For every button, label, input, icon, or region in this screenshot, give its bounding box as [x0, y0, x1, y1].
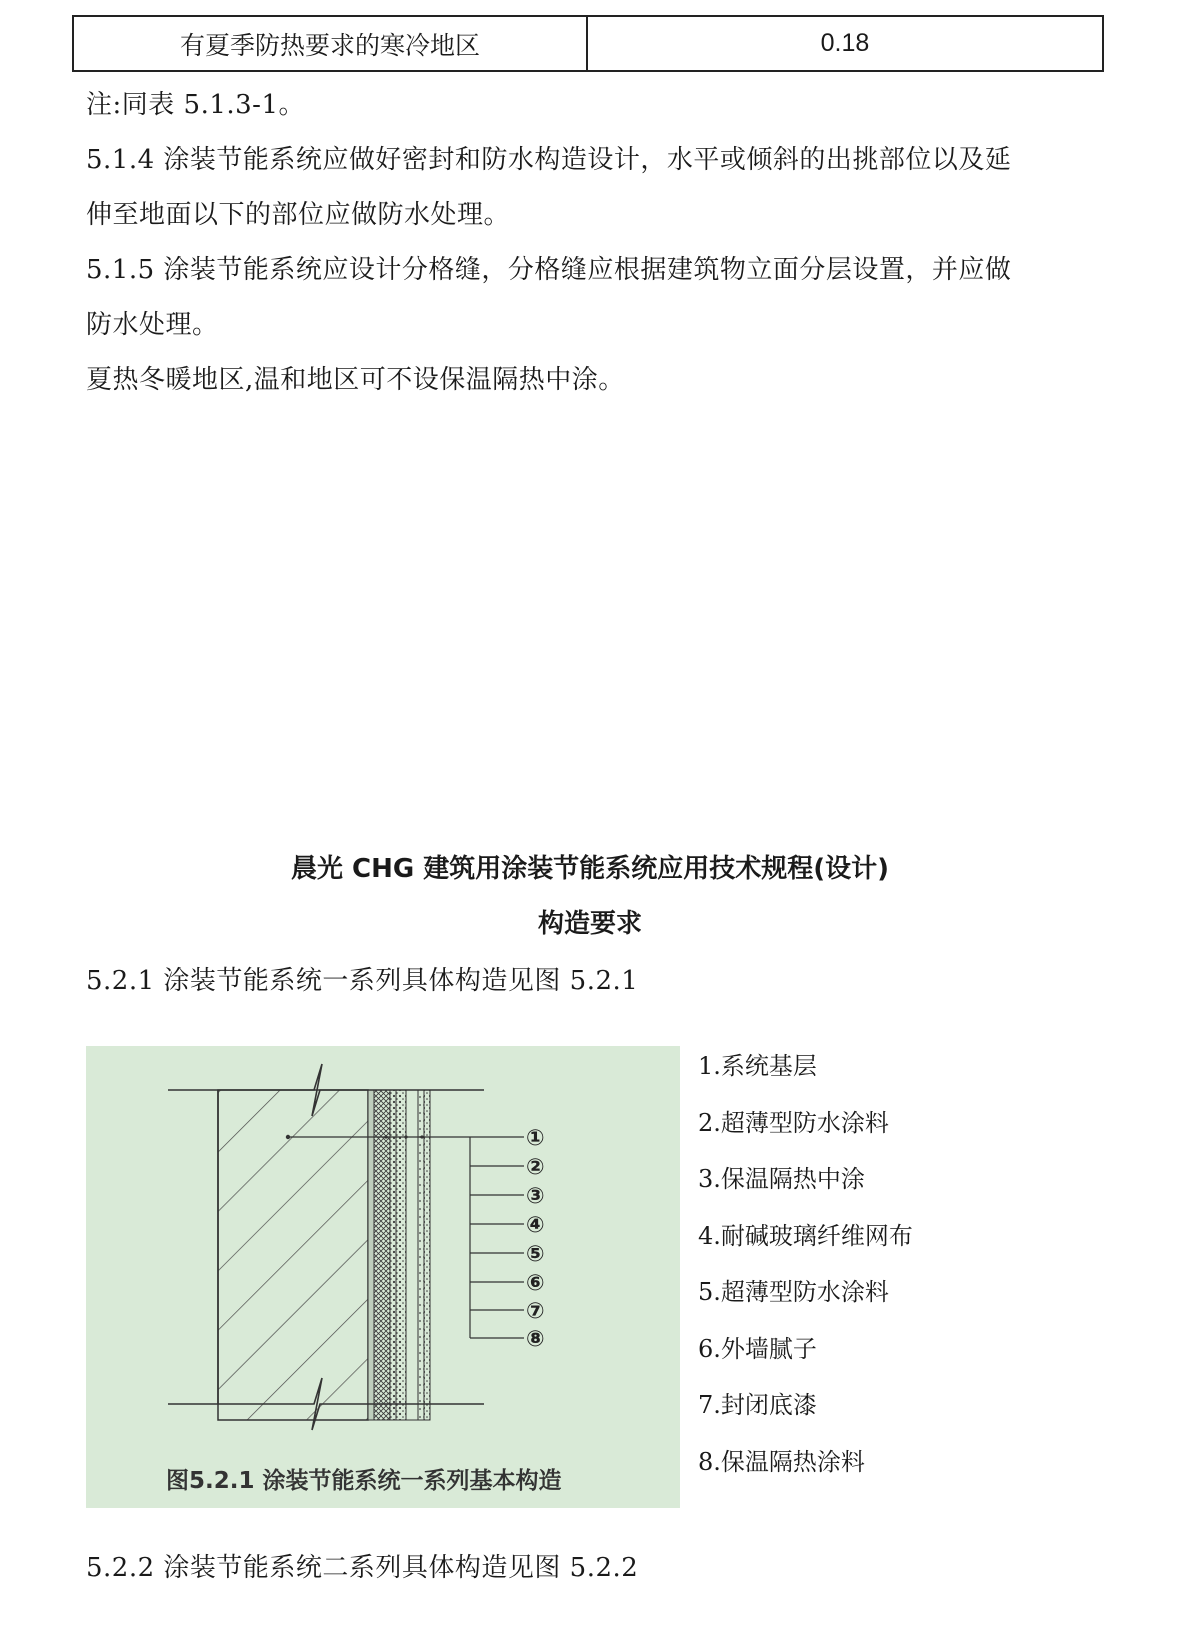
legend-item-7: 7.封闭底漆 [698, 1391, 817, 1419]
clause-5-1-5-line-2: 防水处理。 [86, 310, 219, 340]
legend-item-3: 3.保温隔热中涂 [698, 1165, 865, 1193]
table-cell-region: 有夏季防热要求的寒冷地区 [74, 17, 588, 70]
marker-8: ⑧ [526, 1327, 545, 1352]
construction-figure-5-2-1 [86, 1046, 680, 1508]
table-note: 注:同表 5.1.3-1。 [86, 90, 306, 120]
legend-item-5: 5.超薄型防水涂料 [698, 1278, 889, 1306]
marker-3: ③ [526, 1184, 545, 1209]
section-title: 构造要求 [537, 909, 642, 939]
figure-legend [698, 1046, 913, 1498]
table-cell-value: 0.18 [820, 29, 870, 57]
coating-layer-7 [418, 1090, 424, 1420]
coating-layer-3 [374, 1090, 390, 1420]
layer-section-drawing [86, 1046, 680, 1508]
marker-1: ① [526, 1126, 545, 1151]
regional-remark: 夏热冬暖地区,温和地区可不设保温隔热中涂。 [86, 365, 625, 395]
marker-5: ⑤ [526, 1242, 545, 1267]
coating-layer-6 [406, 1090, 418, 1420]
coating-layer-5 [396, 1090, 406, 1420]
legend-item-1: 1.系统基层 [698, 1052, 817, 1080]
coating-layer-2 [368, 1090, 374, 1420]
legend-item-6: 6.外墙腻子 [698, 1334, 817, 1363]
marker-2: ② [526, 1155, 545, 1180]
wall-base-layer [218, 1090, 368, 1420]
figure-caption: 图5.2.1 涂装节能系统一系列基本构造 [166, 1468, 562, 1494]
coating-layer-4 [390, 1090, 396, 1420]
marker-6: ⑥ [526, 1271, 545, 1296]
legend-item-8: 8.保温隔热涂料 [698, 1447, 865, 1476]
document-title: 晨光 CHG 建筑用涂装节能系统应用技术规程(设计) [290, 854, 890, 884]
coating-layer-8 [424, 1090, 430, 1420]
clause-5-1-5-line-1: 5.1.5 涂装节能系统应设计分格缝，分格缝应根据建筑物立面分层设置，并应做 [86, 255, 1012, 285]
marker-4: ④ [526, 1213, 545, 1238]
clause-5-2-1: 5.2.1 涂装节能系统一系列具体构造见图 5.2.1 [86, 966, 639, 996]
clause-5-1-4-line-2: 伸至地面以下的部位应做防水处理。 [86, 200, 511, 230]
regional-value-table-row [72, 15, 1104, 72]
marker-7: ⑦ [526, 1299, 545, 1324]
legend-item-4: 4.耐碱玻璃纤维网布 [698, 1221, 913, 1250]
clause-5-2-2: 5.2.2 涂装节能系统二系列具体构造见图 5.2.2 [86, 1553, 639, 1583]
legend-item-2: 2.超薄型防水涂料 [698, 1108, 889, 1137]
clause-5-1-4-line-1: 5.1.4 涂装节能系统应做好密封和防水构造设计，水平或倾斜的出挑部位以及延 [86, 145, 1012, 175]
